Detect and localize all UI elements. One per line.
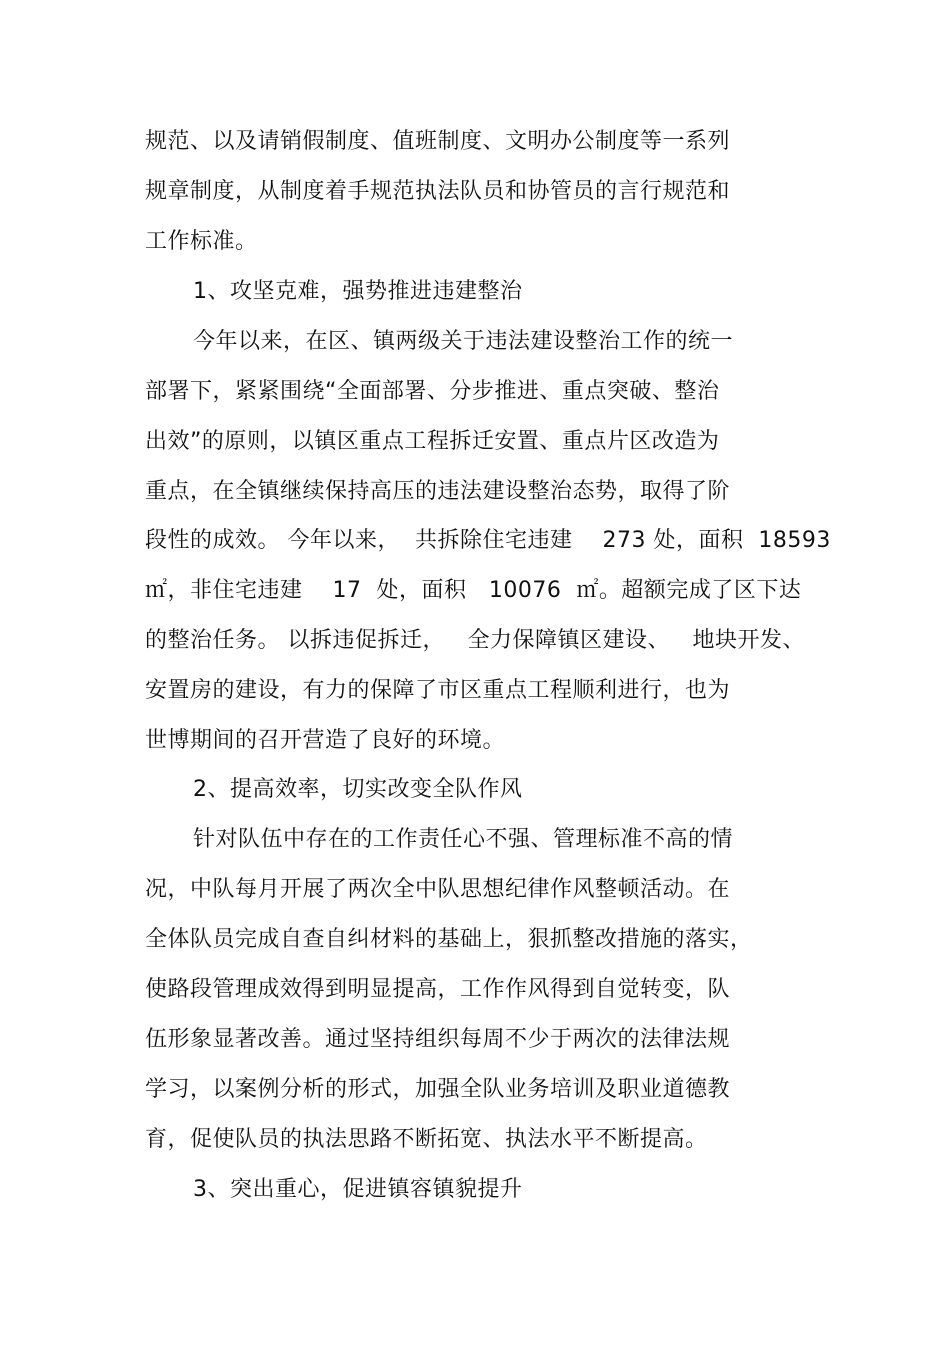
body-text-line: 伍形象显著改善。通过坚持组织每周不少于两次的法律法规: [145, 1027, 731, 1052]
body-text-line: 针对队伍中存在的工作责任心不强、管理标准不高的情: [193, 827, 734, 852]
section-heading: 2、提高效率，切实改变全队作风: [193, 777, 523, 802]
body-text-line: 使路段管理成效得到明显提高，工作作风得到自觉转变，队: [145, 977, 731, 1002]
body-text-line: 的整治任务。 以拆违促拆迁， 全力保障镇区建设、 地块开发、: [145, 628, 805, 653]
body-text-line: 重点，在全镇继续保持高压的违法建设整治态势，取得了阶: [145, 479, 731, 504]
body-text-line: 育，促使队员的执法思路不断拓宽、执法水平不断提高。: [145, 1127, 708, 1152]
section-heading: 1、攻坚克难，强势推进违建整治: [193, 279, 523, 304]
body-text-line: 规章制度，从制度着手规范执法队员和协管员的言行规范和: [145, 179, 731, 204]
body-text-line: ㎡，非住宅违建 17 处，面积 10076 ㎡。超额完成了区下达: [145, 578, 802, 603]
body-text-line: 段性的成效。 今年以来， 共拆除住宅违建 273 处，面积 18593: [145, 528, 831, 553]
body-text-line: 况，中队每月开展了两次全中队思想纪律作风整顿活动。在: [145, 877, 731, 902]
body-text-line: 出效”的原则，以镇区重点工程拆迁安置、重点片区改造为: [145, 429, 720, 454]
body-text-line: 安置房的建设，有力的保障了市区重点工程顺利进行，也为: [145, 678, 731, 703]
body-text-line: 部署下，紧紧围绕“全面部署、分步推进、重点突破、整治: [145, 379, 720, 404]
body-text-line: 工作标准。: [145, 229, 258, 254]
body-text-line: 规范、以及请销假制度、值班制度、文明办公制度等一系列: [145, 129, 731, 154]
body-text-line: 全体队员完成自查自纠材料的基础上，狠抓整改措施的落实，: [145, 927, 753, 952]
body-text-line: 今年以来，在区、镇两级关于违法建设整治工作的统一: [193, 329, 734, 354]
body-text-line: 世博期间的召开营造了良好的环境。: [145, 728, 506, 753]
section-heading: 3、突出重心，促进镇容镇貌提升: [193, 1177, 523, 1202]
body-text-line: 学习，以案例分析的形式，加强全队业务培训及职业道德教: [145, 1077, 731, 1102]
